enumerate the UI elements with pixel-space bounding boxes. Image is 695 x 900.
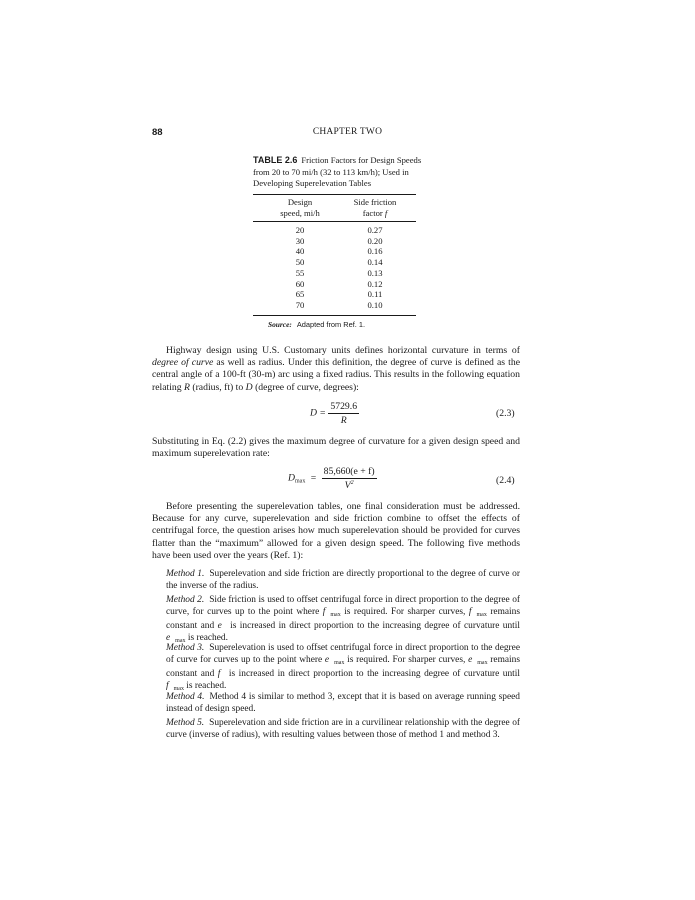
table-cell-speed: 55 xyxy=(295,267,305,278)
table-cell-speed: 60 xyxy=(295,278,305,289)
table-caption-text: Friction Factors for Design Speeds from 20 to 70 mi/h (32 to 113 km/h); Used in Developing Superelevation Tables xyxy=(253,155,422,188)
equation-2-3: D = $\frac{5729.6}{R}$ xyxy=(310,401,358,426)
equation-2-4: $D_{max}$ = $\frac{85,660(e + f)}{V^2}$ xyxy=(288,466,375,491)
method-2: Method 2. Side friction is used to offset centrifugal force in direct proportion to the degree of curve, for curves up to the point where f $_{max}$ is required. For sharper curves, f $_{max}$ remains constant and e is increased in direct proportion to the increasing degree of curvature until e $_{max}$ is reached. xyxy=(166,595,521,645)
table-cell-friction: 0.10 xyxy=(367,299,383,310)
paragraph-degree-of-curve: Highway design using U.S. Customary units defines horizontal curvature in terms of degree of curve as well as radius. Under this definition, the degree of curve is defined as the central angle of a 100-ft (30-m) arc using a fixed radius. This results in the following equation relating R (radius, ft) to D (degree of curve, degrees): xyxy=(152,345,520,393)
method-1: Method 1. Superelevation and side friction are directly proportional to the degree of curve or the inverse of the radius. xyxy=(166,569,520,591)
table-cell-friction: 0.12 xyxy=(367,278,383,289)
table-cell-friction: 0.13 xyxy=(367,267,383,278)
col-header-friction: Side friction factor f xyxy=(353,197,397,218)
table-cell-speed: 70 xyxy=(295,299,305,310)
col-header-speed: Design speed, mi/h xyxy=(280,197,320,218)
table-cell-speed: 50 xyxy=(295,257,305,268)
chapter-title: CHAPTER TWO xyxy=(312,127,383,137)
table-cell-speed: 30 xyxy=(295,235,305,246)
equation-number-2-4: (2.4) xyxy=(496,475,515,486)
table-cell-speed: 40 xyxy=(295,246,305,257)
table-cell-friction: 0.11 xyxy=(367,289,383,300)
table-cell-friction: 0.16 xyxy=(367,246,383,257)
method-5: Method 5. Superelevation and side friction are in a curvilinear relationship with the degree of curve (inverse of radius), with resulting values between those of method 1 and method 3. xyxy=(166,718,521,740)
table-cell-speed: 20 xyxy=(295,225,305,235)
table-source: Source: Adapted from Ref. 1. xyxy=(268,320,366,329)
page-number: 88 xyxy=(152,127,163,138)
table-cell-friction: 0.14 xyxy=(367,257,383,268)
method-4: Method 4. Method 4 is similar to method 3, except that it is based on average running speed instead of design speed. xyxy=(166,692,520,714)
table-label: TABLE 2.6 xyxy=(253,155,298,165)
equation-number-2-3: (2.3) xyxy=(496,408,515,419)
table-bottom-rule xyxy=(253,315,416,316)
paragraph-substituting: Substituting in Eq. (2.2) gives the maximum degree of curvature for a given design speed and maximum superelevation rate: xyxy=(152,436,520,460)
table-caption xyxy=(253,155,423,190)
method-3: Method 3. Superelevation is used to offset centrifugal force in direct proportion to the degree of curve for curves up to the point where e $_{max}$ is required. For sharper curves, e $_{max}$ remains constant and f is increased in direct proportion to the increasing degree of curvature until f $_{max}$ is reached. xyxy=(166,643,521,693)
table-cell-speed: 65 xyxy=(295,289,305,300)
table-header-rule xyxy=(253,221,416,222)
paragraph-five-methods: Before presenting the superelevation tables, one final consideration must be addressed. Because for any curve, superelevation and side friction combine to offset the effects of centrifugal force, the question arises how much superelevation should be provided for curves flatter than the “maximum” allowed for a given design speed. The following five methods have been used over the years (Ref. 1): xyxy=(152,501,520,561)
table-cell-friction: 0.20 xyxy=(367,235,383,246)
table-top-rule xyxy=(253,194,416,195)
table-cell-friction: 0.27 xyxy=(367,225,383,235)
